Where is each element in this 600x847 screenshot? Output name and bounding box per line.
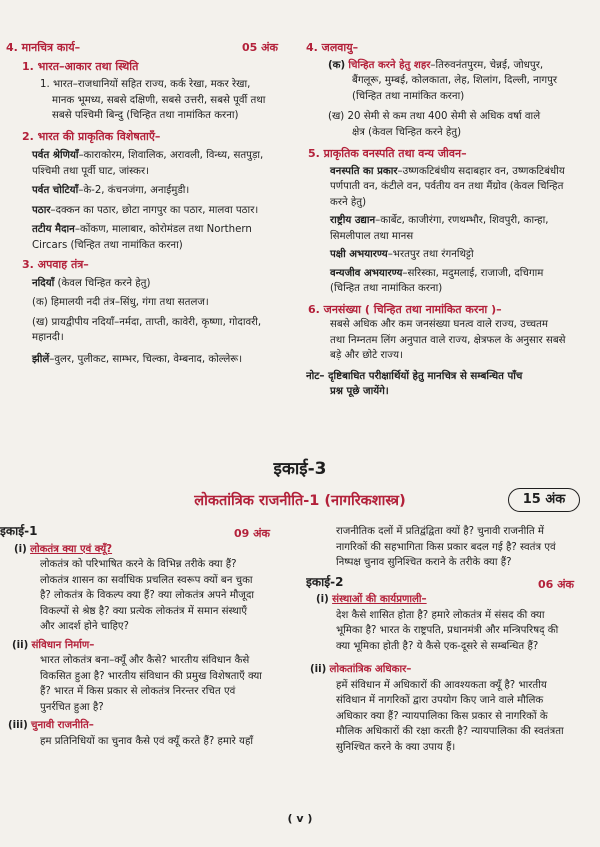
india-size-line: 1. भारत–राजधानियों सहित राज्य, कर्क रेखा, मकर रेखा, — [40, 79, 251, 90]
wildlife-sanctuary-line: (चिन्हित तथा नामांकित करना) — [330, 283, 443, 294]
national-parks-text: –कार्बेट, काजीरंगा, रणथम्भौर, शिवपुरी, कान्हा, — [375, 215, 549, 226]
bird-sanctuary-label: पक्षी अभयारण्य — [330, 249, 388, 260]
peaks-line — [6, 183, 296, 199]
population-line: सबसे अधिक और कम जनसंख्या घनत्व वाले राज्य, उच्चतम — [330, 319, 548, 330]
mountains-line — [6, 148, 296, 164]
rivers-line — [6, 276, 296, 292]
mountains-line: पश्चिमी तथा पूर्वी घाट, जांस्कर। — [32, 165, 149, 177]
peninsular-rivers-line: महानदी। — [32, 332, 64, 343]
topic-institutions-num: (i) — [316, 594, 329, 605]
topic-constitution-line: पुनर्रचित हुआ है? — [40, 701, 104, 713]
topic-constitution-line: हैं? भारत में किस प्रकार से लोकतंत्र निरन्तर रचित एवं — [40, 686, 236, 697]
section-map-work-marks: 05 अंक — [242, 41, 278, 54]
india-size-line: मानक भूमध्य, सबसे दक्षिणी, सबसे उत्तरी, सबसे पूर्वी तथा — [52, 94, 266, 106]
vegetation-label: वनस्पति का प्रकार — [330, 165, 398, 177]
national-parks-line — [306, 213, 596, 229]
unit-2-marks: 06 अंक — [538, 578, 574, 591]
lakes-text: –वुलर, पुलीकट, साम्भर, चिल्का, वेम्बनाद, कोल्लेरू। — [49, 353, 243, 365]
right-bottom-column — [306, 524, 596, 755]
plateau-line — [6, 203, 296, 219]
elections-continued-line: निष्पक्ष चुनाव सुनिश्चित कराने के तरीके क्या हैं? — [336, 557, 512, 568]
peaks-label: पर्वत चोटियाँ — [32, 185, 79, 196]
wildlife-sanctuary-label: वन्यजीव अभयारण्य — [330, 267, 403, 279]
coast-label: तटीय मैदान — [32, 224, 75, 235]
vegetation-line — [306, 164, 596, 180]
topic-elections-title: चुनावी राजनीति– — [31, 720, 94, 731]
topic-rights-line: हमें संविधान में अधिकारों की आवश्यकता क्यूँ है? भारतीय — [336, 679, 547, 691]
note-line: प्रश्न पूछे जायेंगे। — [330, 386, 389, 397]
topic-rights-num: (ii) — [310, 664, 327, 675]
topic-institutions-title: संस्थाओं की कार्यप्रणाली– — [332, 594, 427, 605]
lakes-label: झीलें — [32, 353, 50, 365]
topic-rights-heading — [306, 662, 596, 678]
left-top-column — [6, 40, 296, 367]
wildlife-sanctuary-line — [306, 266, 596, 282]
unit-2-title: इकाई-2 — [306, 574, 344, 589]
topic-institutions-line: भूमिका है? भारत के राष्ट्रपति, प्रधानमंत्री और मन्त्रिपरिषद् की — [336, 625, 559, 636]
topic-constitution-title: संविधान निर्माण– — [31, 639, 95, 651]
mountains-label: पर्वत श्रेणियाँ — [32, 150, 79, 161]
right-top-column — [306, 40, 596, 400]
bird-sanctuary-text: –भरतपुर तथा रंगनथिट्टो — [387, 249, 474, 260]
topic-democracy-line: विकल्पों से श्रेष्ठ है? क्या प्रत्येक लोकतंत्र में समान संस्थाएँ — [40, 605, 248, 617]
population-line: बड़े और छोटे राज्य। — [330, 350, 403, 361]
wildlife-sanctuary-text: –सरिस्का, मदुमलाई, राजाजी, दचिगाम — [402, 267, 544, 279]
lakes-line — [6, 352, 296, 368]
note-line: नोट– दृष्टिबाधित परीक्षार्थियों हेतु मानचित्र से सम्बन्धित पाँच — [306, 370, 523, 382]
subsection-physical-features-title: 2. भारत की प्राकृतिक विशेषताएँ– — [22, 129, 161, 143]
mountains-text: –काराकोरम, शिवालिक, अरावली, विन्ध्य, सतपुड़ा, — [78, 150, 264, 161]
climate-ka-label: (क) — [328, 59, 346, 71]
topic-democracy-line: और आदर्श होने चाहिए? — [40, 621, 129, 632]
peaks-text: –के-2, कंचनजंगा, अनाईमुडी। — [78, 185, 190, 196]
rainfall-line: क्षेत्र (केवल चिन्हित करने हेतु) — [352, 126, 462, 138]
topic-rights-title: लोकतांत्रिक अधिकार– — [329, 664, 412, 675]
section-population-title: 6. जनसंख्या ( चिन्हित तथा नामांकित करना )– — [308, 302, 502, 316]
unit-3-title: इकाई-3 — [273, 459, 327, 479]
topic-elections-line: हम प्रतिनिधियों का चुनाव कैसे एवं क्यूँ करते हैं? हमारे यहाँ — [40, 735, 254, 747]
topic-constitution-line: विकसित हुआ है? भारतीय संविधान की प्रमुख विशेषताएँ क्या — [40, 670, 262, 682]
unit-3-marks-badge: 15 अंक — [508, 488, 580, 512]
rivers-label: नदियाँ — [32, 277, 55, 289]
topic-elections-num: (iii) — [8, 720, 28, 731]
plateau-text: –दक्कन का पठार, छोटा नागपुर का पठार, मालवा पठार। — [50, 204, 259, 216]
topic-constitution-line: भारत लोकतंत्र बना–क्यूँ और कैसे? भारतीय संविधान कैसे — [40, 655, 250, 666]
page-number: ( v ) — [287, 812, 313, 825]
rivers-text: (केवल चिन्हित करने हेतु) — [54, 277, 151, 289]
unit-1-title: इकाई-1 — [0, 524, 38, 538]
left-bottom-column — [0, 524, 294, 749]
topic-institutions-line: क्या भूमिका होती है? ये कैसे एक-दूसरे से सम्बन्धित हैं? — [336, 640, 539, 652]
topic-democracy-line: लोकतंत्र शासन का सर्वाधिक प्रचलित स्वरूप क्यों बन चुका — [40, 574, 253, 586]
national-parks-label: राष्ट्रीय उद्यान — [330, 215, 376, 226]
climate-cities-line: बैंगलूरू, मुम्बई, कोलकाता, लेह, शिलांग, दिल्ली, नागपुर — [352, 75, 558, 86]
topic-democracy-line: है? लोकतंत्र के विकल्प क्या हैं? क्या लोकतंत्र अपने मौजूदा — [40, 590, 255, 601]
topic-democracy-title: लोकतंत्र क्या एवं क्यूँ? — [30, 543, 113, 555]
bird-sanctuary-line — [306, 247, 596, 263]
topic-constitution-heading — [0, 638, 294, 654]
unit-3-subject: लोकतांत्रिक राजनीति-1 (नागरिकशास्त्र) — [194, 493, 406, 509]
coast-line — [6, 222, 296, 238]
coast-text: –कोंकण, मालाबार, कोरोमंडल तथा Northern — [74, 224, 252, 235]
topic-rights-line: मौलिक अधिकारों की रक्षा करती है? न्यायपालिका की स्वतंत्रता — [336, 726, 564, 737]
peninsular-rivers-line: (ख) प्रायद्वीपीय नदियाँ–नर्मदा, ताप्ती, कावेरी, कृष्णा, गोदावरी, — [32, 316, 262, 328]
section-map-work-title: 4. मानचित्र कार्य– — [6, 41, 81, 54]
climate-cities-label: चिन्हित करने हेतु शहर — [348, 59, 431, 71]
vegetation-line: करने हेतु) — [330, 196, 367, 208]
himalayan-rivers-line: (क) हिमालयी नदी तंत्र–सिंधु, गंगा तथा सतलज। — [32, 297, 209, 308]
topic-institutions-line: देश कैसे शासित होता है? हमारे लोकतंत्र में संसद की क्या — [336, 609, 545, 621]
national-parks-line: सिमलीपाल तथा मानस — [330, 230, 414, 242]
population-line: तथा निम्नतम लिंग अनुपात वाले राज्य, क्षेत्रफल के अनुसार सबसे — [330, 334, 566, 346]
subsection-drainage-title: 3. अपवाह तंत्र– — [22, 258, 89, 271]
vegetation-line: पर्णपाती वन, कंटीले वन, पर्वतीय वन तथा मैंग्रोव (केवल चिन्हित — [330, 181, 564, 192]
topic-rights-line: सुनिश्चित करने के क्या उपाय हैं। — [336, 741, 456, 753]
topic-democracy-num: (i) — [14, 543, 27, 555]
plateau-label: पठार — [32, 204, 51, 216]
topic-constitution-num: (ii) — [12, 639, 29, 651]
india-size-detail — [6, 77, 296, 124]
coast-line: Circars (चिन्हित तथा नामांकित करना) — [32, 239, 183, 251]
elections-continued-line: राजनीतिक दलों में प्रतिद्वंद्विता क्यों है? चुनावी राजनीति में — [336, 526, 544, 537]
topic-democracy-line: लोकतंत्र को परिभाषित करने के विभिन्न तरीके क्या हैं? — [40, 559, 237, 570]
section-vegetation-title: 5. प्राकृतिक वनस्पति तथा वन्य जीवन– — [308, 147, 467, 160]
climate-cities-line: (चिन्हित तथा नामांकित करना) — [352, 90, 465, 102]
section-climate-title: 4. जलवायु– — [306, 41, 359, 54]
india-size-line: सबसे पश्चिमी बिन्दु (चिन्हित तथा नामांकित करना) — [52, 110, 239, 121]
elections-continued-line: नागरिकों की सहभागिता किस प्रकार बदल गई है? स्वतंत्र एवं — [336, 541, 556, 553]
topic-rights-line: संविधान में नागरिकों द्वारा उपयोग किए जाने वाले मौलिक — [336, 695, 544, 706]
subsection-india-size-title: 1. भारत–आकार तथा स्थिति — [22, 59, 139, 73]
topic-elections-heading — [0, 718, 294, 734]
rainfall-line: (ख) 20 सेमी से कम तथा 400 सेमी से अधिक वर्षा वाले — [328, 111, 541, 122]
climate-cities-line — [306, 58, 596, 74]
climate-cities-text: –तिरुवनंतपुरम, चेन्नई, जोधपुर, — [430, 59, 544, 71]
vegetation-text: –उष्णकटिबंधीय सदाबहार वन, उष्णकटिबंधीय — [397, 165, 565, 177]
topic-institutions-heading — [306, 592, 596, 608]
unit-1-marks: 09 अंक — [234, 527, 270, 540]
topic-democracy-heading — [0, 542, 294, 558]
topic-rights-line: अधिकार क्या हैं? न्यायपालिका किस प्रकार से नागरिकों के — [336, 710, 548, 722]
